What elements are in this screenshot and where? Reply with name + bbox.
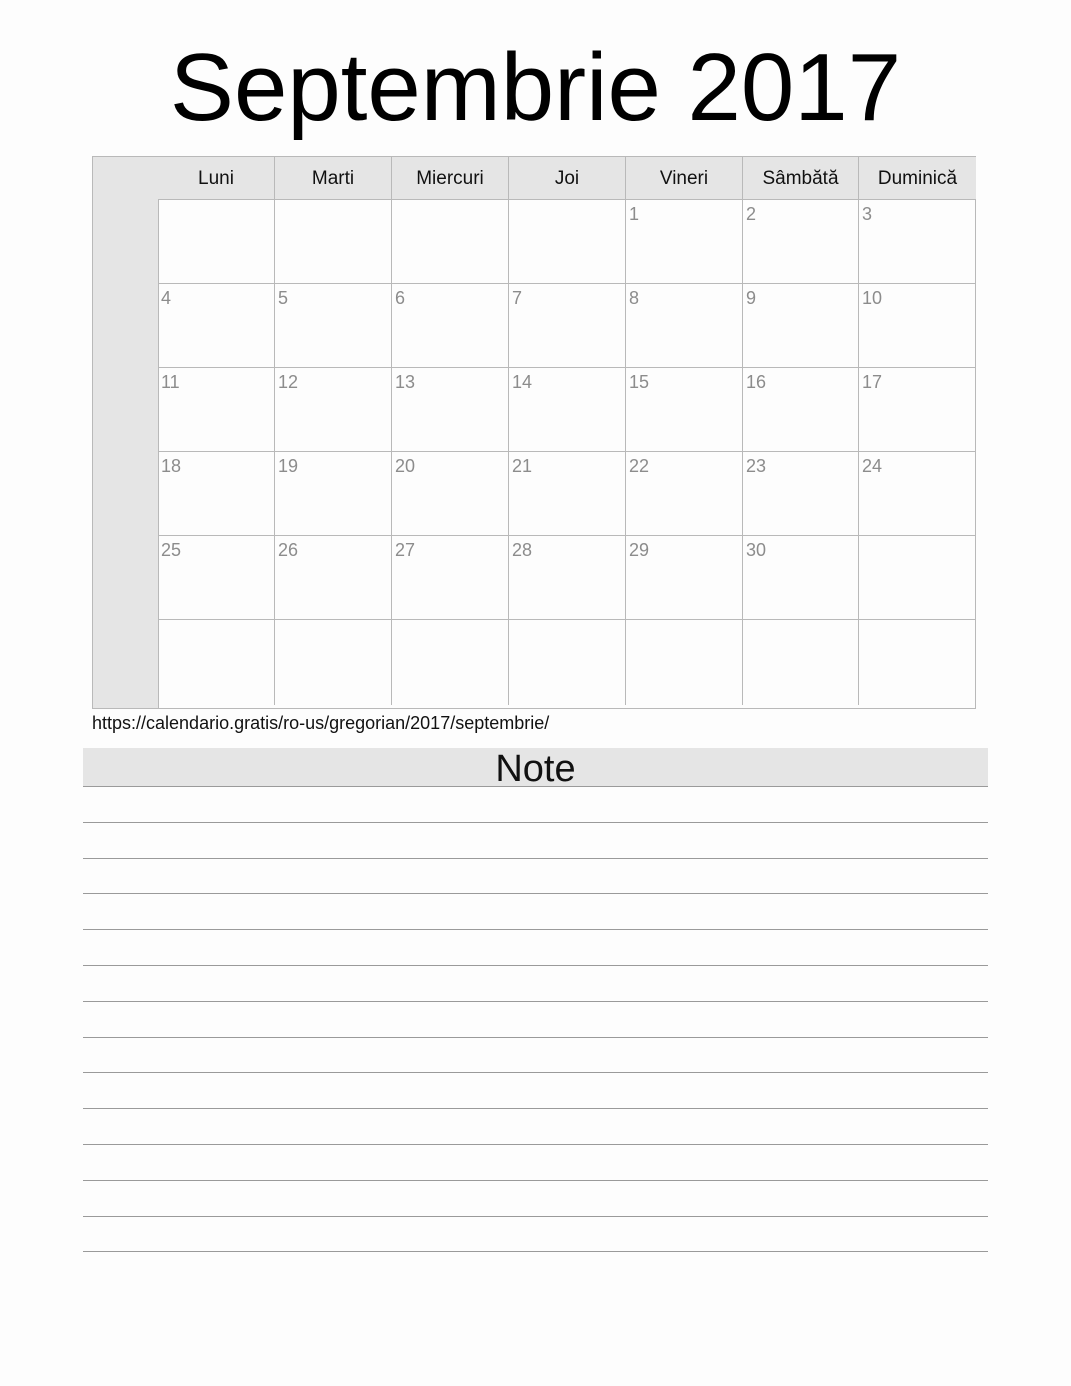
- weekday-header: Vineri: [626, 157, 743, 199]
- day-cell: [626, 536, 743, 619]
- day-cell: [743, 452, 859, 535]
- day-cell: [859, 200, 976, 283]
- day-cell: [158, 536, 275, 619]
- day-number: 13: [395, 372, 416, 392]
- day-cell: [626, 200, 743, 283]
- notes-title: Note: [83, 748, 988, 786]
- day-number: 15: [629, 372, 650, 392]
- week-number-column: [93, 157, 159, 708]
- note-line: [83, 1216, 988, 1217]
- day-number: 21: [512, 456, 533, 476]
- note-line: [83, 1144, 988, 1145]
- day-cell: [275, 368, 392, 451]
- week-row: [158, 452, 976, 536]
- day-cell: [743, 284, 859, 367]
- day-number: 29: [629, 540, 650, 560]
- note-line: [83, 1108, 988, 1109]
- note-line: [83, 965, 988, 966]
- note-line: [83, 858, 988, 859]
- day-cell: [158, 200, 275, 283]
- day-number: 22: [629, 456, 650, 476]
- day-number: 5: [278, 288, 289, 308]
- day-cell: [509, 536, 626, 619]
- weekday-header: Duminică: [877, 168, 958, 189]
- weekday-header: Luni: [158, 157, 275, 199]
- note-line: [83, 1001, 988, 1002]
- calendar-grid: [92, 156, 976, 709]
- note-line: [83, 822, 988, 823]
- day-cell: [626, 620, 743, 705]
- day-number: 20: [395, 456, 416, 476]
- week-row: [158, 200, 976, 284]
- day-number: 25: [161, 540, 182, 560]
- day-number: 3: [862, 204, 873, 224]
- day-number: 18: [161, 456, 182, 476]
- day-number: 7: [512, 288, 523, 308]
- note-line: [83, 1180, 988, 1181]
- day-cell: [743, 536, 859, 619]
- day-cell: [509, 620, 626, 705]
- note-line: [83, 786, 988, 787]
- day-cell: [158, 368, 275, 451]
- day-number: 2: [746, 204, 757, 224]
- day-number: 12: [278, 372, 299, 392]
- week-row: [158, 620, 976, 705]
- day-number: 6: [395, 288, 406, 308]
- weekday-header: Miercuri: [392, 157, 509, 199]
- source-url: https://calendario.gratis/ro-us/gregorian/2017/septembrie/: [92, 713, 550, 733]
- weekday-header: Joi: [509, 157, 626, 199]
- day-cell: [275, 452, 392, 535]
- day-number: 4: [161, 288, 172, 308]
- day-number: 24: [862, 456, 883, 476]
- day-number: 26: [278, 540, 299, 560]
- week-row: [158, 536, 976, 620]
- day-cell: [158, 620, 275, 705]
- day-cell: [509, 200, 626, 283]
- note-line: [83, 1251, 988, 1252]
- weekday-header-row: [158, 157, 976, 200]
- day-number: 23: [746, 456, 767, 476]
- note-line: [83, 1072, 988, 1073]
- day-number: 9: [746, 288, 757, 308]
- day-number: 27: [395, 540, 416, 560]
- day-cell: [859, 452, 976, 535]
- day-number: 17: [862, 372, 883, 392]
- day-cell: [509, 284, 626, 367]
- note-line: [83, 893, 988, 894]
- day-cell: [392, 620, 509, 705]
- weekday-header: Sâmbătă: [743, 157, 859, 199]
- day-grid: [158, 200, 976, 705]
- day-cell: [392, 368, 509, 451]
- day-cell: [158, 284, 275, 367]
- day-cell: [743, 368, 859, 451]
- week-row: [158, 284, 976, 368]
- day-cell: [626, 284, 743, 367]
- day-cell: [275, 536, 392, 619]
- note-line: [83, 929, 988, 930]
- calendar-title: Septembrie 2017: [169, 34, 902, 141]
- day-cell: [859, 620, 976, 705]
- day-cell: [859, 284, 976, 367]
- day-cell: [859, 368, 976, 451]
- day-cell: [859, 536, 976, 619]
- day-cell: [392, 200, 509, 283]
- day-cell: [392, 452, 509, 535]
- weekday-header: Marti: [275, 157, 392, 199]
- day-number: 14: [512, 372, 533, 392]
- day-cell: [626, 368, 743, 451]
- day-number: 1: [629, 204, 640, 224]
- day-cell: [158, 452, 275, 535]
- day-number: 10: [862, 288, 883, 308]
- day-cell: [275, 284, 392, 367]
- day-number: 19: [278, 456, 299, 476]
- note-line: [83, 1037, 988, 1038]
- day-number: 8: [629, 288, 640, 308]
- week-row: [158, 368, 976, 452]
- day-cell: [626, 452, 743, 535]
- day-cell: [275, 620, 392, 705]
- day-number: 16: [746, 372, 767, 392]
- day-cell: [392, 536, 509, 619]
- day-number: 11: [161, 372, 180, 392]
- day-cell: [392, 284, 509, 367]
- day-cell: [509, 452, 626, 535]
- day-cell: [743, 200, 859, 283]
- day-cell: [275, 200, 392, 283]
- day-number: 28: [512, 540, 533, 560]
- day-cell: [743, 620, 859, 705]
- day-cell: [509, 368, 626, 451]
- day-number: 30: [746, 540, 767, 560]
